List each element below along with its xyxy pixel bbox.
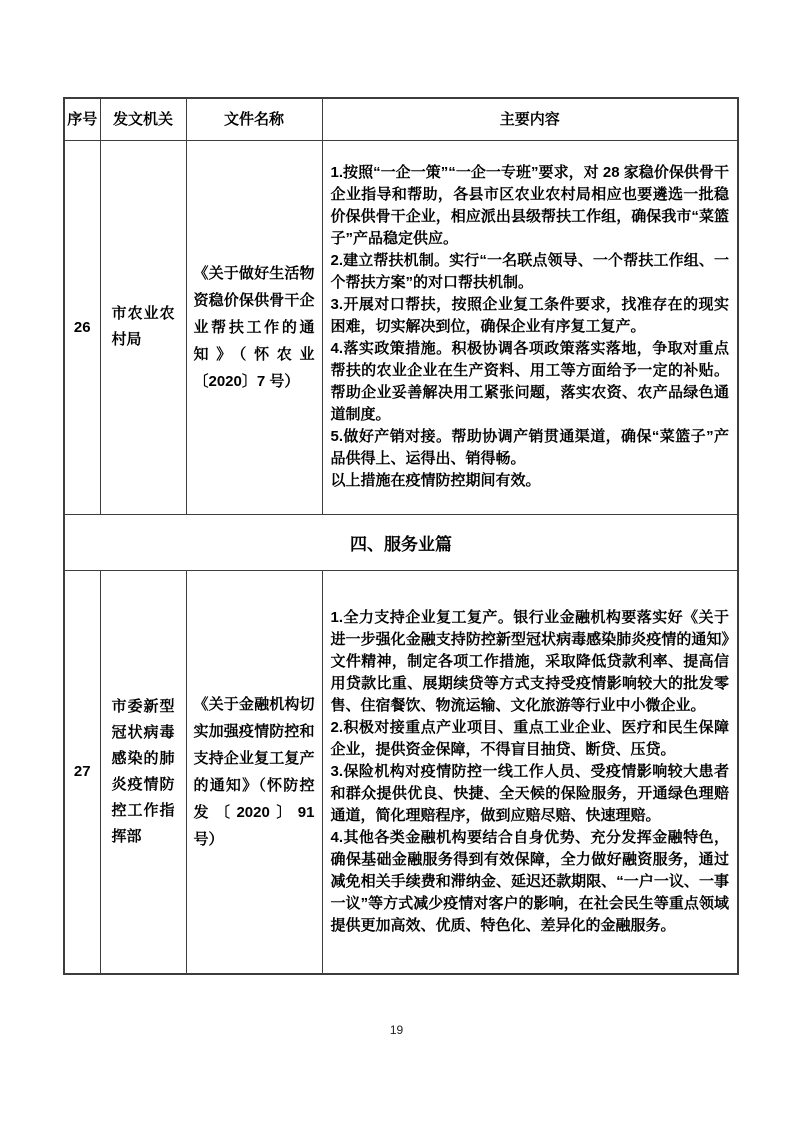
- policy-table: [63, 97, 739, 975]
- col-header-seq: 序号: [64, 98, 100, 140]
- doc-name-cell: 《关于做好生活物资稳价保供骨干企业帮扶工作的通知》（怀农业〔2020〕7 号）: [186, 140, 322, 514]
- content-paragraph: 1.全力支持企业复工复产。银行业金融机构要落实好《关于进一步强化金融支持防控新型冠状病毒感染肺炎疫情的通知》文件精神，制定各项工作措施，采取降低贷款利率、提高信用贷款比重、展期续贷等方式支持受疫情影响较大的批发零售、住宿餐饮、物流运输、文化旅游等行业中小微企业。: [330, 608, 729, 714]
- col-header-doc-name: 文件名称: [186, 98, 322, 140]
- table-header-row: [64, 98, 738, 140]
- content-paragraph: 3.保险机构对疫情防控一线工作人员、受疫情影响较大患者和群众提供优良、快捷、全天候的保险服务，开通绿色理赔通道，简化理赔程序，做到应赔尽赔、快速理赔。: [330, 762, 729, 824]
- page-number: 19: [389, 1023, 404, 1037]
- table-row-26: [64, 140, 738, 514]
- agency-cell: 市委新型冠状病毒感染的肺炎疫情防控工作指挥部: [100, 570, 186, 974]
- section-title: 四、服务业篇: [64, 514, 738, 570]
- content-paragraph: 5.做好产销对接。帮助协调产销贯通渠道，确保“菜篮子”产品供得上、运得出、销得畅。: [330, 428, 729, 467]
- table-row-27: [64, 570, 738, 974]
- content-paragraph: 2.积极对接重点产业项目、重点工业企业、医疗和民生保障企业，提供资金保障，不得盲目抽贷、断贷、压贷。: [330, 718, 729, 758]
- content-paragraph: 2.建立帮扶机制。实行“一名联点领导、一个帮扶工作组、一个帮扶方案”的对口帮扶机制。: [330, 252, 729, 291]
- seq-cell: 27: [64, 570, 100, 974]
- content-paragraph: 4.其他各类金融机构要结合自身优势、充分发挥金融特色，确保基础金融服务得到有效保障，全力做好融资服务，通过减免相关手续费和滞纳金、延迟还款期限、“一户一议、一事一议”等方式减少疫情对客户的影响，在社会民生等重点领域提供更加高效、优质、特色化、差异化的金融服务。: [330, 828, 729, 934]
- col-header-agency: 发文机关: [100, 98, 186, 140]
- content-paragraph: 3.开展对口帮扶，按照企业复工条件要求，找准存在的现实困难，切实解决到位，确保企业有序复工复产。: [330, 296, 729, 335]
- seq-cell: 26: [64, 140, 100, 514]
- content-paragraph: 以上措施在疫情防控期间有效。: [330, 472, 541, 489]
- main-content-cell: [322, 140, 738, 514]
- section-header-row: [64, 514, 738, 570]
- content-paragraph: 1.按照“一企一策”“一企一专班”要求，对 28 家稳价保供骨干企业指导和帮助，各县市区农业农村局相应也要遴选一批稳价保供骨干企业，相应派出县级帮扶工作组，确保我市“菜篮子”产品稳定供应。: [330, 164, 729, 247]
- agency-cell: 市农业农村局: [100, 140, 186, 514]
- main-content-cell: [322, 570, 738, 974]
- content-paragraph: 4.落实政策措施。积极协调各项政策落实落地，争取对重点帮扶的农业企业在生产资料、用工等方面给予一定的补贴。帮助企业妥善解决用工紧张问题，落实农资、农产品绿色通道制度。: [330, 340, 729, 423]
- col-header-main-content: 主要内容: [322, 98, 738, 140]
- doc-name-cell: 《关于金融机构切实加强疫情防控和支持企业复工复产的通知》（怀防控发〔2020〕91 号）: [186, 570, 322, 974]
